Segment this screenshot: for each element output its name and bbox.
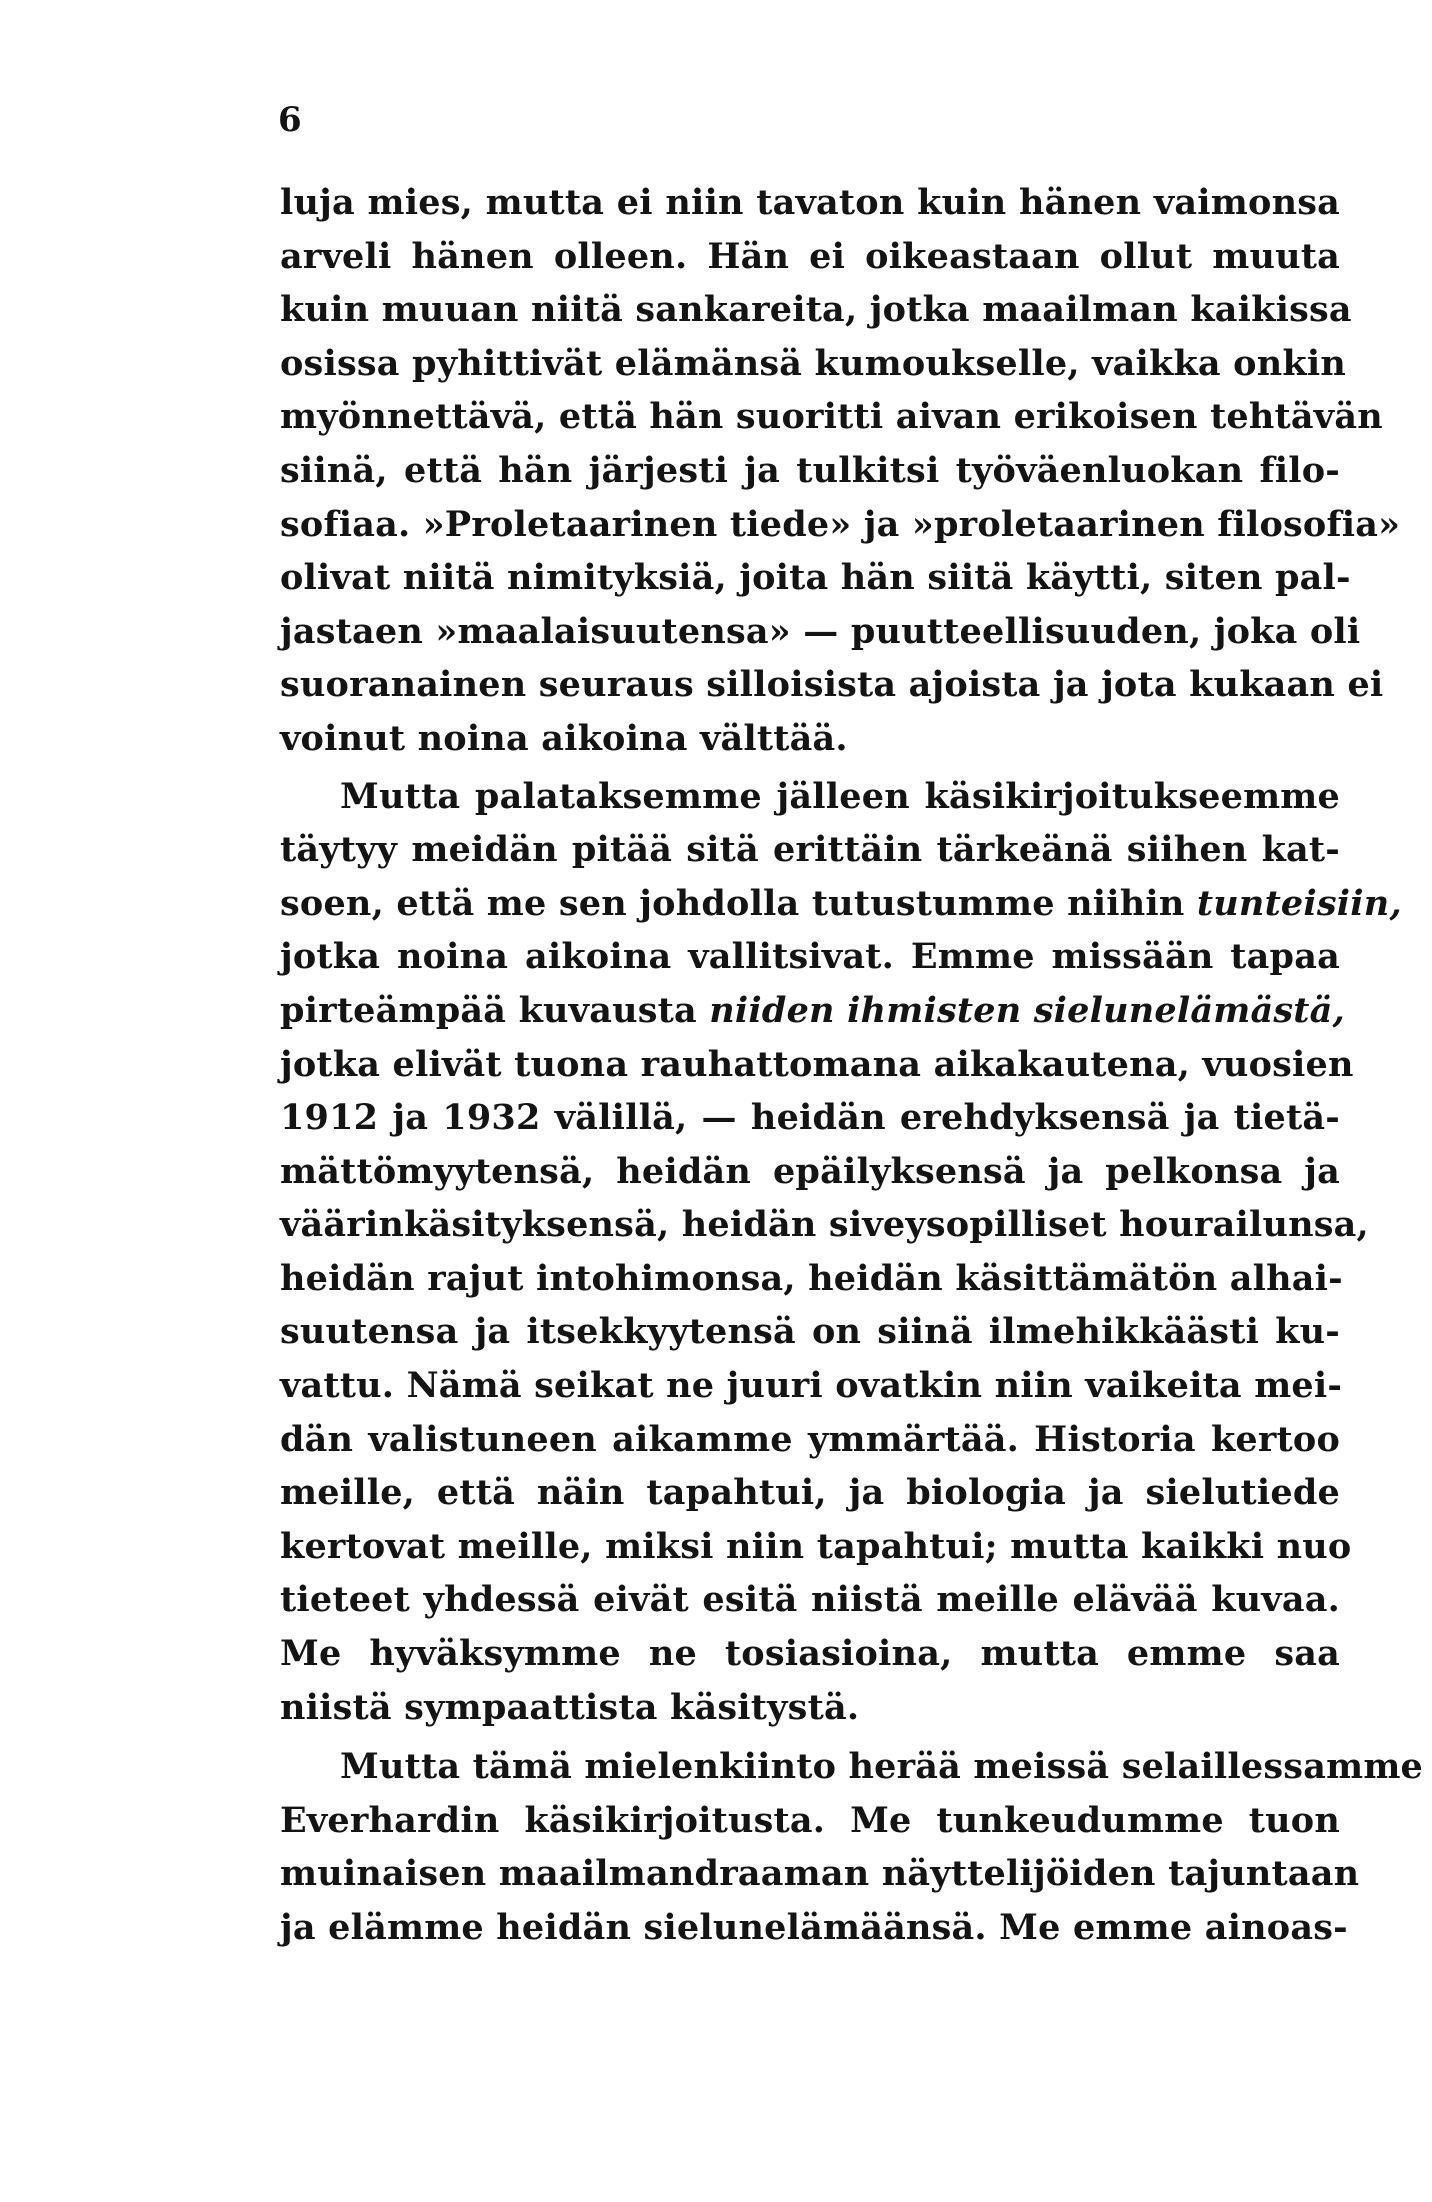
text-line: 1912 ja 1932 välillä, — heidän erehdyksensä ja tietä- [280, 1097, 1340, 1139]
text-line: muinaisen maailmandraaman näyttelijöiden tajuntaan [280, 1853, 1360, 1895]
text-line: heidän rajut intohimonsa, heidän käsittämätön alhai- [280, 1257, 1343, 1299]
text-line: luja mies, mutta ei niin tavaton kuin hänen vaimonsa [280, 182, 1340, 223]
text-line: kertovat meille, miksi niin tapahtui; mutta kaikki nuo [280, 1525, 1352, 1567]
text-line: myönnettävä, että hän suoritti aivan erikoisen tehtävän [280, 396, 1383, 438]
text-line: tieteet yhdessä eivät esitä niistä meille elävää kuvaa. [280, 1579, 1340, 1621]
paragraph-2 [280, 770, 1402, 1735]
text-line: kuin muuan niitä sankareita, jotka maailman kaikissa [280, 289, 1352, 331]
italic-phrase: niiden ihmisten sielunelämästä, [709, 989, 1345, 1031]
text-line: arveli hänen olleen. Hän ei oikeastaan ollut muuta [280, 235, 1340, 277]
text-line: niistä sympaattista käsitystä. [280, 1686, 860, 1728]
text-segment: pirteämpää kuvausta [280, 989, 710, 1031]
text-line: jotka noina aikoina vallitsivat. Emme missään tapaa [280, 936, 1340, 978]
text-line: dän valistuneen aikamme ymmärtää. Historia kertoo [280, 1418, 1340, 1460]
text-line: Mutta palataksemme jälleen käsikirjoitukseemme [340, 775, 1340, 817]
text-segment: soen, että me sen johdolla tutustumme niihin [280, 882, 1197, 924]
page-number: 6 [278, 100, 302, 140]
text-line: osissa pyhittivät elämänsä kumoukselle, vaikka onkin [280, 342, 1346, 384]
text-line: sofiaa. »Proletaarinen tiede» ja »proletaarinen filosofia» [280, 503, 1401, 545]
text-line: Me hyväksymme ne tosiasioina, mutta emme saa [280, 1633, 1340, 1675]
text-line: jastaen »maalaisuutensa» — puutteellisuuden, joka oli [280, 610, 1361, 652]
text-line: vattu. Nämä seikat ne juuri ovatkin niin vaikeita mei- [280, 1365, 1343, 1407]
text-line: olivat niitä nimityksiä, joita hän siitä käytti, siten pal- [280, 557, 1351, 599]
text-line: meille, että näin tapahtui, ja biologia ja sielutiede [280, 1472, 1340, 1514]
text-line: suutensa ja itsekkyytensä on siinä ilmehikkäästi ku- [280, 1311, 1340, 1353]
text-line: väärinkäsityksensä, heidän siveysopilliset hourailunsa, [280, 1204, 1369, 1246]
italic-word: tunteisiin, [1196, 882, 1402, 924]
text-line: jotka elivät tuona rauhattomana aikakautena, vuosien [280, 1043, 1354, 1085]
paragraph-1 [280, 176, 1401, 766]
paragraph-3 [280, 1740, 1424, 1954]
text-line: täytyy meidän pitää sitä erittäin tärkeänä siihen kat- [280, 829, 1340, 871]
text-line: ja elämme heidän sielunelämäänsä. Me emme ainoas- [280, 1907, 1348, 1948]
text-line-with-italic [280, 984, 1345, 1038]
text-line: Mutta tämä mielenkiinto herää meissä selaillessamme [340, 1746, 1424, 1788]
text-line: siinä, että hän järjesti ja tulkitsi työväenluokan filo- [280, 449, 1340, 491]
body-text [280, 176, 1424, 1955]
text-line: voinut noina aikoina välttää. [280, 717, 848, 759]
text-line: mättömyytensä, heidän epäilyksensä ja pelkonsa ja [280, 1150, 1340, 1192]
text-line-with-italic [280, 877, 1402, 931]
text-line: Everhardin käsikirjoitusta. Me tunkeudumme tuon [280, 1799, 1340, 1841]
text-line: suoranainen seuraus silloisista ajoista ja jota kukaan ei [280, 664, 1384, 706]
